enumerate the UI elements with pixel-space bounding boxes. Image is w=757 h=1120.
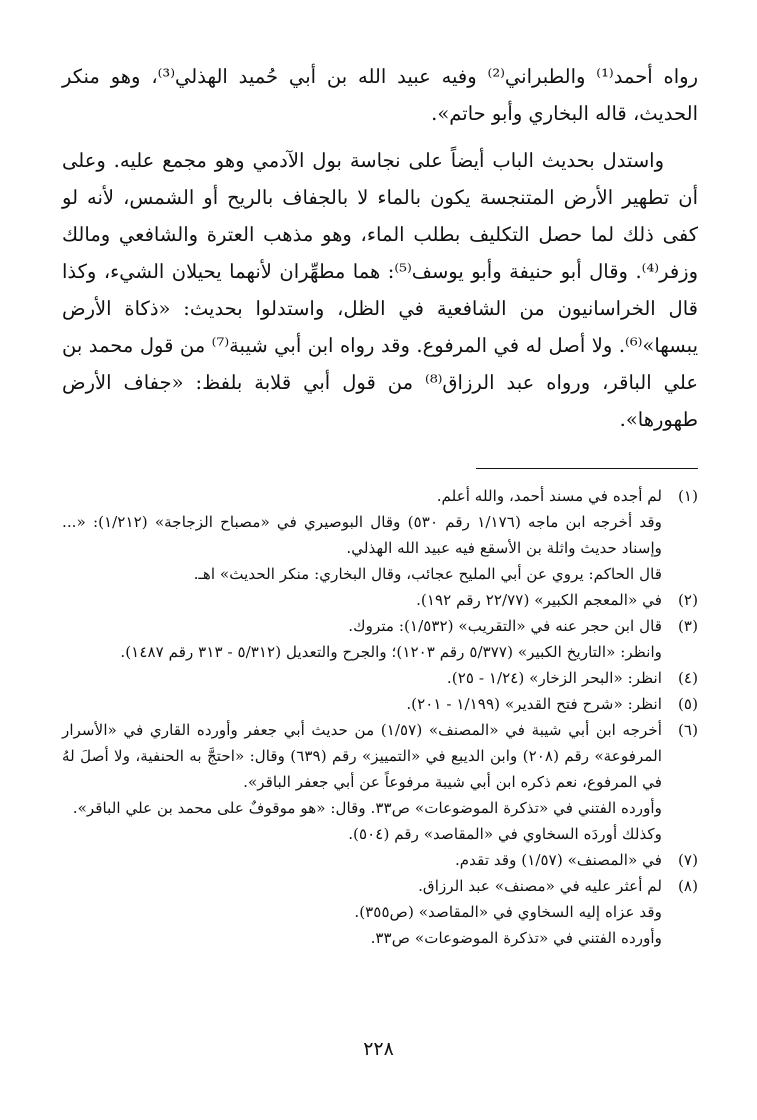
footnote-line: وقد عزاه إليه السخاوي في «المقاصد» (ص٣٥٥). <box>354 903 662 921</box>
footnote-line: لم أعثر عليه في «مصنف» عبد الرزاق. <box>418 877 662 895</box>
footnote-line: انظر: «شرح فتح القدير» (١/١٩٩ - ٢٠١). <box>406 695 662 713</box>
footnote-line: في «المعجم الكبير» (٢٢/٧٧ رقم ١٩٢). <box>416 591 662 609</box>
footnote-line: انظر: «البحر الزخار» (١/٢٤ - ٢٥). <box>446 669 662 687</box>
footnote-number: (٤) <box>677 669 698 687</box>
footnote-number: (٣) <box>677 617 698 635</box>
footnote-2 <box>62 587 698 613</box>
footnote-line: وقد أخرجه ابن ماجه (١/١٧٦ رقم ٥٣٠) وقال البوصيري في «مصباح الزجاجة» (١/٢١٢): «... وإسناد حديث واثلة بن الأسقع فيه عبيد الله الهذلي. <box>62 513 662 557</box>
footnote-line: قال الحاكم: يروي عن أبي المليح عجائب، وقال البخاري: منكر الحديث» اهـ. <box>193 565 662 583</box>
footnote-number: (٧) <box>677 851 698 869</box>
footnote-separator <box>476 468 698 469</box>
footnote-3 <box>62 613 698 665</box>
footnote-body <box>62 665 662 691</box>
page-content <box>62 58 698 951</box>
footnote-line: وانظر: «التاريخ الكبير» (٥/٣٧٧ رقم ١٢٠٣)؛ والجرح والتعديل (٥/٣١٢ - ٣١٣ رقم ١٤٨٧). <box>120 643 662 661</box>
footnote-line: لم أجده في مسند أحمد، والله أعلم. <box>436 487 662 505</box>
page-number: ٢٢٨ <box>363 1038 394 1060</box>
footnote-line: أخرجه ابن أبي شيبة في «المصنف» (١/٥٧) من حديث أبي جعفر وأورده القاري في «الأسرار المرفوعة» رقم (٢٠٨) وابن الديبع في «التمييز» رقم (٦٣٩) وقال: «احتجَّ به الحنفية، ولا أصلَ لهُ في المرفوع، نعم ذكره ابن أبي شيبة مرفوعاً عن أبي جعفر الباقر». <box>62 721 662 791</box>
footnote-8 <box>62 873 698 951</box>
footnote-line: وكذلك أوردَه السخاوي في «المقاصد» رقم (٥٠٤). <box>348 825 662 843</box>
footnote-line: في «المصنف» (١/٥٧) وقد تقدم. <box>454 851 662 869</box>
footnote-body <box>62 483 662 587</box>
footnote-4 <box>62 665 698 691</box>
main-paragraph-2: واستدل بحديث الباب أيضاً على نجاسة بول الآدمي وهو مجمع عليه. وعلى أن تطهير الأرض المتنجسة يكون بالماء لا بالجفاف بالريح أو الشمس، لأنه لو كفى ذلك لما حصل التكليف بطلب الماء، وهو مذهب العترة والشافعي ومالك وزفر⁽⁴⁾. وقال أبو حنيفة وأبو يوسف⁽⁵⁾: هما مطهِّران لأنهما يحيلان الشيء، وكذا قال الخراسانيون من الشافعية في الظل، واستدلوا بحديث: «ذكاة الأرض يبسها»⁽⁶⁾. ولا أصل له في المرفوع. وقد رواه ابن أبي شيبة⁽⁷⁾ من قول محمد بن علي الباقر، ورواه عبد الرزاق⁽⁸⁾ من قول أبي قلابة بلفظ: «جفاف الأرض طهورها». <box>62 149 698 431</box>
footnote-1 <box>62 483 698 587</box>
footnote-number: (٨) <box>677 877 698 895</box>
footnote-6 <box>62 717 698 847</box>
footnote-line: قال ابن حجر عنه في «التقريب» (١/٥٣٢): متروك. <box>348 617 662 635</box>
footnote-body <box>62 873 662 951</box>
footnote-number: (٥) <box>677 695 698 713</box>
footnote-body <box>62 613 662 665</box>
main-text <box>62 58 698 438</box>
footnote-number: (٦) <box>677 721 698 739</box>
footnote-line: وأورده الفتني في «تذكرة الموضوعات» ص٣٣. <box>370 929 662 947</box>
footnote-number: (١) <box>677 487 698 505</box>
main-paragraph-1: رواه أحمد⁽¹⁾ والطبراني⁽²⁾ وفيه عبيد الله بن أبي حُميد الهذلي⁽³⁾، وهو منكر الحديث، قاله البخاري وأبو حاتم». <box>62 65 698 125</box>
footnote-body <box>62 587 662 613</box>
footnote-body <box>62 691 662 717</box>
footnote-body <box>62 847 662 873</box>
footnote-5 <box>62 691 698 717</box>
footnote-body <box>62 717 662 847</box>
footnote-number: (٢) <box>677 591 698 609</box>
footnote-7 <box>62 847 698 873</box>
footnote-line: وأورده الفتني في «تذكرة الموضوعات» ص٣٣. وقال: «هو موقوفٌ على محمد بن علي الباقر». <box>72 799 662 817</box>
footnotes <box>62 483 698 951</box>
